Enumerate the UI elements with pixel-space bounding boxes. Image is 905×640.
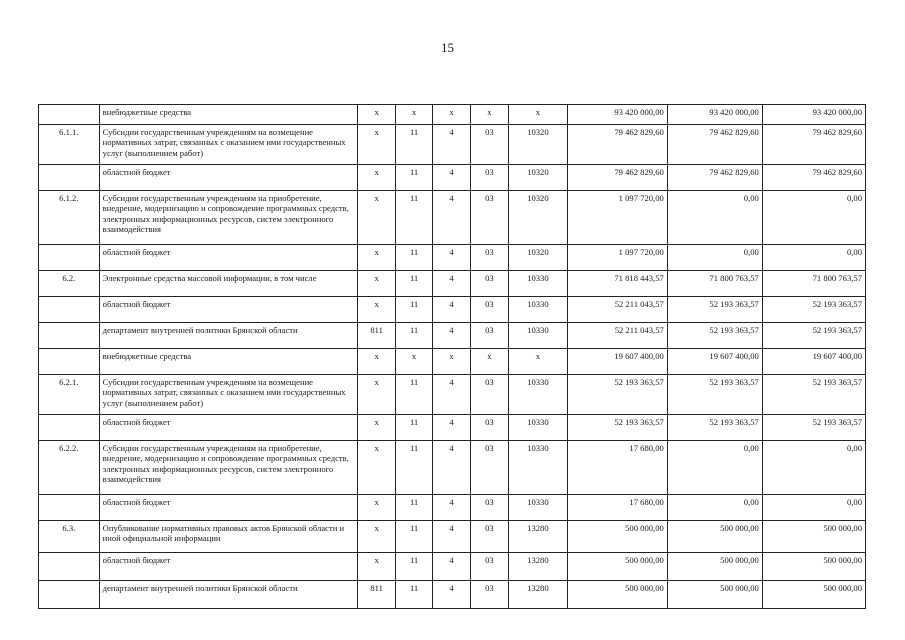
code-section: 11 <box>395 581 432 609</box>
row-number <box>39 415 100 441</box>
amount-year-3: 52 193 363,57 <box>762 375 865 415</box>
amount-year-2: 71 800 763,57 <box>667 271 762 297</box>
code-program: 03 <box>470 191 508 245</box>
code-program: 03 <box>470 495 508 521</box>
code-article: 10330 <box>509 297 568 323</box>
code-article: 13280 <box>509 553 568 581</box>
amount-year-2: 19 607 400,00 <box>667 349 762 375</box>
code-program: 03 <box>470 553 508 581</box>
code-subsection: x <box>433 105 470 125</box>
code-subsection: 4 <box>433 245 470 271</box>
table-row <box>39 245 866 271</box>
code-program: 03 <box>470 323 508 349</box>
amount-year-3: 79 462 829,60 <box>762 125 865 165</box>
code-section: 11 <box>395 553 432 581</box>
row-number: 6.2.2. <box>39 441 100 495</box>
code-subsection: 4 <box>433 191 470 245</box>
row-number <box>39 581 100 609</box>
row-name: областной бюджет <box>99 495 358 521</box>
row-number: 6.2. <box>39 271 100 297</box>
code-program: 03 <box>470 415 508 441</box>
row-name: областной бюджет <box>99 165 358 191</box>
row-number: 6.1.2. <box>39 191 100 245</box>
amount-year-2: 0,00 <box>667 191 762 245</box>
row-name: департамент внутренней политики Брянской области <box>99 323 358 349</box>
code-section: 11 <box>395 297 432 323</box>
amount-year-1: 17 680,00 <box>567 495 667 521</box>
amount-year-2: 52 193 363,57 <box>667 415 762 441</box>
amount-year-3: 52 193 363,57 <box>762 297 865 323</box>
amount-year-2: 0,00 <box>667 495 762 521</box>
code-article: x <box>509 105 568 125</box>
code-section: 11 <box>395 191 432 245</box>
code-program: 03 <box>470 521 508 553</box>
amount-year-1: 500 000,00 <box>567 521 667 553</box>
code-subsection: 4 <box>433 375 470 415</box>
code-admin: x <box>358 553 395 581</box>
code-subsection: 4 <box>433 521 470 553</box>
row-number <box>39 165 100 191</box>
row-number <box>39 553 100 581</box>
code-subsection: 4 <box>433 165 470 191</box>
code-admin: x <box>358 415 395 441</box>
row-name: областной бюджет <box>99 245 358 271</box>
table-row <box>39 521 866 553</box>
amount-year-1: 52 193 363,57 <box>567 375 667 415</box>
code-subsection: 4 <box>433 495 470 521</box>
row-name: областной бюджет <box>99 297 358 323</box>
code-subsection: 4 <box>433 553 470 581</box>
code-article: 10330 <box>509 375 568 415</box>
code-admin: x <box>358 297 395 323</box>
amount-year-1: 17 680,00 <box>567 441 667 495</box>
code-program: 03 <box>470 297 508 323</box>
code-article: 10330 <box>509 415 568 441</box>
row-name: Субсидии государственным учреждениям на возмещение нормативных затрат, связанных с оказанием ими государственных услуг (выполнением работ) <box>99 125 358 165</box>
amount-year-2: 500 000,00 <box>667 521 762 553</box>
amount-year-3: 52 193 363,57 <box>762 323 865 349</box>
amount-year-2: 500 000,00 <box>667 581 762 609</box>
code-admin: x <box>358 375 395 415</box>
amount-year-2: 79 462 829,60 <box>667 125 762 165</box>
table-row <box>39 495 866 521</box>
row-name: Субсидии государственным учреждениям на возмещение нормативных затрат, связанных с оказанием ими государственных услуг (выполнением работ) <box>99 375 358 415</box>
row-name: Опубликование нормативных правовых актов Брянской области и иной официальной информации <box>99 521 358 553</box>
table-row <box>39 271 866 297</box>
amount-year-2: 52 193 363,57 <box>667 297 762 323</box>
table-row <box>39 297 866 323</box>
code-subsection: 4 <box>433 441 470 495</box>
table-row <box>39 349 866 375</box>
code-subsection: 4 <box>433 581 470 609</box>
code-article: 10320 <box>509 165 568 191</box>
amount-year-1: 79 462 829,60 <box>567 165 667 191</box>
code-section: x <box>395 105 432 125</box>
code-section: 11 <box>395 521 432 553</box>
row-number: 6.3. <box>39 521 100 553</box>
code-article: x <box>509 349 568 375</box>
amount-year-3: 500 000,00 <box>762 581 865 609</box>
row-name: Субсидии государственным учреждениям на приобретение, внедрение, модернизацию и сопровождение программных средств, электронных информационных ресурсов, систем электронного взаимодействия <box>99 441 358 495</box>
code-program: 03 <box>470 271 508 297</box>
code-program: 03 <box>470 441 508 495</box>
code-program: 03 <box>470 165 508 191</box>
code-admin: x <box>358 125 395 165</box>
code-article: 10330 <box>509 441 568 495</box>
code-article: 10320 <box>509 191 568 245</box>
amount-year-3: 79 462 829,60 <box>762 165 865 191</box>
code-admin: x <box>358 271 395 297</box>
amount-year-3: 19 607 400,00 <box>762 349 865 375</box>
amount-year-3: 0,00 <box>762 191 865 245</box>
amount-year-1: 52 211 043,57 <box>567 323 667 349</box>
table-row <box>39 105 866 125</box>
amount-year-3: 500 000,00 <box>762 553 865 581</box>
amount-year-1: 500 000,00 <box>567 553 667 581</box>
row-number <box>39 323 100 349</box>
table-row <box>39 581 866 609</box>
amount-year-3: 93 420 000,00 <box>762 105 865 125</box>
amount-year-3: 0,00 <box>762 245 865 271</box>
code-article: 13280 <box>509 521 568 553</box>
code-program: 03 <box>470 581 508 609</box>
amount-year-3: 500 000,00 <box>762 521 865 553</box>
code-article: 13280 <box>509 581 568 609</box>
code-article: 10320 <box>509 125 568 165</box>
amount-year-1: 500 000,00 <box>567 581 667 609</box>
amount-year-2: 500 000,00 <box>667 553 762 581</box>
amount-year-2: 0,00 <box>667 441 762 495</box>
table-row <box>39 441 866 495</box>
code-section: 11 <box>395 375 432 415</box>
code-article: 10330 <box>509 323 568 349</box>
row-name: департамент внутренней политики Брянской области <box>99 581 358 609</box>
code-article: 10330 <box>509 271 568 297</box>
code-admin: x <box>358 245 395 271</box>
code-program: x <box>470 349 508 375</box>
amount-year-1: 52 193 363,57 <box>567 415 667 441</box>
code-subsection: 4 <box>433 271 470 297</box>
code-admin: x <box>358 495 395 521</box>
amount-year-2: 79 462 829,60 <box>667 165 762 191</box>
code-admin: 811 <box>358 323 395 349</box>
code-section: 11 <box>395 415 432 441</box>
table-row <box>39 191 866 245</box>
budget-table <box>38 104 866 609</box>
code-program: 03 <box>470 375 508 415</box>
amount-year-1: 52 211 043,57 <box>567 297 667 323</box>
row-name: внебюджетные средства <box>99 349 358 375</box>
budget-table-body <box>39 105 866 609</box>
row-number <box>39 105 100 125</box>
code-section: x <box>395 349 432 375</box>
table-row <box>39 415 866 441</box>
table-row <box>39 375 866 415</box>
amount-year-2: 52 193 363,57 <box>667 323 762 349</box>
code-section: 11 <box>395 271 432 297</box>
amount-year-1: 93 420 000,00 <box>567 105 667 125</box>
code-program: 03 <box>470 125 508 165</box>
code-section: 11 <box>395 125 432 165</box>
row-name: Субсидии государственным учреждениям на приобретение, внедрение, модернизацию и сопровождение программных средств, электронных информационных ресурсов, систем электронного взаимодействия <box>99 191 358 245</box>
amount-year-1: 79 462 829,60 <box>567 125 667 165</box>
code-article: 10320 <box>509 245 568 271</box>
code-section: 11 <box>395 245 432 271</box>
code-subsection: 4 <box>433 415 470 441</box>
code-article: 10330 <box>509 495 568 521</box>
code-section: 11 <box>395 323 432 349</box>
row-number <box>39 349 100 375</box>
row-number <box>39 495 100 521</box>
row-number <box>39 245 100 271</box>
amount-year-3: 52 193 363,57 <box>762 415 865 441</box>
code-admin: x <box>358 349 395 375</box>
row-name: Электронные средства массовой информации, в том числе <box>99 271 358 297</box>
amount-year-2: 52 193 363,57 <box>667 375 762 415</box>
code-section: 11 <box>395 165 432 191</box>
amount-year-1: 1 097 720,00 <box>567 245 667 271</box>
code-subsection: 4 <box>433 125 470 165</box>
amount-year-1: 19 607 400,00 <box>567 349 667 375</box>
code-admin: 811 <box>358 581 395 609</box>
table-row <box>39 165 866 191</box>
amount-year-3: 71 800 763,57 <box>762 271 865 297</box>
code-admin: x <box>358 165 395 191</box>
row-number: 6.2.1. <box>39 375 100 415</box>
row-number: 6.1.1. <box>39 125 100 165</box>
table-row <box>39 553 866 581</box>
code-section: 11 <box>395 495 432 521</box>
code-admin: x <box>358 191 395 245</box>
amount-year-2: 93 420 000,00 <box>667 105 762 125</box>
code-program: 03 <box>470 245 508 271</box>
row-name: внебюджетные средства <box>99 105 358 125</box>
code-subsection: 4 <box>433 297 470 323</box>
code-admin: x <box>358 521 395 553</box>
row-name: областной бюджет <box>99 553 358 581</box>
row-name: областной бюджет <box>99 415 358 441</box>
row-number <box>39 297 100 323</box>
amount-year-1: 71 818 443,57 <box>567 271 667 297</box>
code-admin: x <box>358 441 395 495</box>
amount-year-1: 1 097 720,00 <box>567 191 667 245</box>
page-number: 15 <box>441 40 454 55</box>
code-subsection: 4 <box>433 323 470 349</box>
amount-year-3: 0,00 <box>762 441 865 495</box>
amount-year-2: 0,00 <box>667 245 762 271</box>
table-row <box>39 323 866 349</box>
code-section: 11 <box>395 441 432 495</box>
amount-year-3: 0,00 <box>762 495 865 521</box>
table-row <box>39 125 866 165</box>
code-admin: x <box>358 105 395 125</box>
code-program: x <box>470 105 508 125</box>
code-subsection: x <box>433 349 470 375</box>
